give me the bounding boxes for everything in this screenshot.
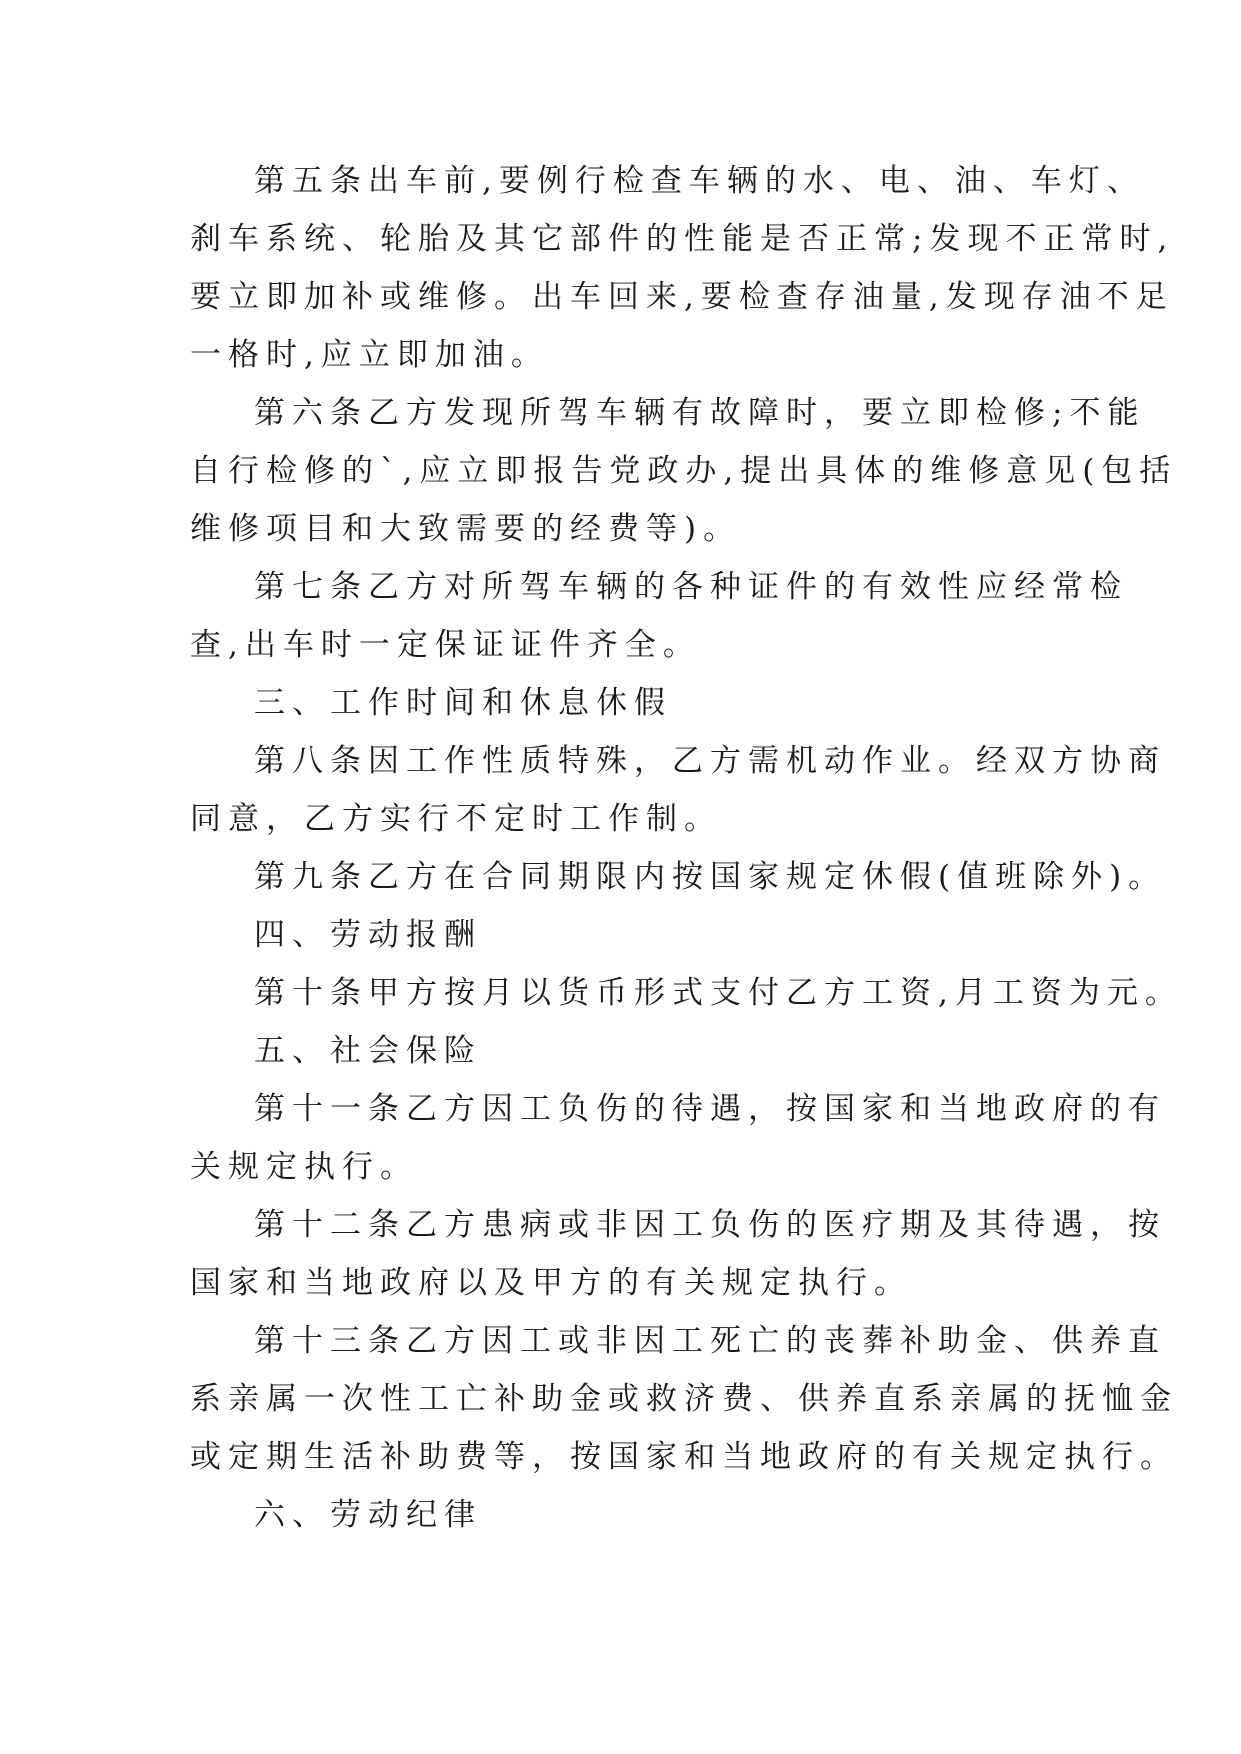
text-line: 第五条出车前,要例行检查车辆的水、电、油、车灯、 xyxy=(254,163,1145,199)
text-line: 第十二条乙方患病或非因工负伤的医疗期及其待遇，按 xyxy=(254,1207,1166,1243)
text-line: 要立即加补或维修。出车回来,要检查存油量,发现存油不足 xyxy=(190,279,1174,315)
text-line: 一格时,应立即加油。 xyxy=(190,337,549,373)
text-line: 查,出车时一定保证证件齐全。 xyxy=(190,627,701,663)
text-line: 第十三条乙方因工或非因工死亡的丧葬补助金、供养直 xyxy=(254,1323,1166,1359)
text-line: 维修项目和大致需要的经费等)。 xyxy=(190,511,742,547)
text-line: 第七条乙方对所驾车辆的各种证件的有效性应经常检 xyxy=(254,569,1128,605)
text-line: 国家和当地政府以及甲方的有关规定执行。 xyxy=(190,1265,912,1301)
section-heading: 六、劳动纪律 xyxy=(254,1497,482,1533)
text-line: 刹车系统、轮胎及其它部件的性能是否正常;发现不正常时, xyxy=(190,221,1175,257)
text-line: 第八条因工作性质特殊，乙方需机动作业。经双方协商 xyxy=(254,743,1166,779)
text-line: 第十一条乙方因工负伤的待遇，按国家和当地政府的有 xyxy=(254,1091,1166,1127)
text-line: 系亲属一次性工亡补助金或救济费、供养直系亲属的抚恤金 xyxy=(190,1381,1178,1417)
text-line: 第十条甲方按月以货币形式支付乙方工资,月工资为元。 xyxy=(254,975,1183,1011)
section-heading: 五、社会保险 xyxy=(254,1033,482,1069)
text-line: 自行检修的`,应立即报告党政办,提出具体的维修意见(包括 xyxy=(190,453,1178,489)
text-line: 关规定执行。 xyxy=(190,1149,418,1185)
text-line: 同意，乙方实行不定时工作制。 xyxy=(190,801,722,837)
text-line: 或定期生活补助费等，按国家和当地政府的有关规定执行。 xyxy=(190,1439,1178,1475)
text-line: 第六条乙方发现所驾车辆有故障时，要立即检修;不能 xyxy=(254,395,1146,431)
section-heading: 三、工作时间和休息休假 xyxy=(254,685,672,721)
section-heading: 四、劳动报酬 xyxy=(254,917,482,953)
text-line: 第九条乙方在合同期限内按国家规定休假(值班除外)。 xyxy=(254,859,1167,895)
